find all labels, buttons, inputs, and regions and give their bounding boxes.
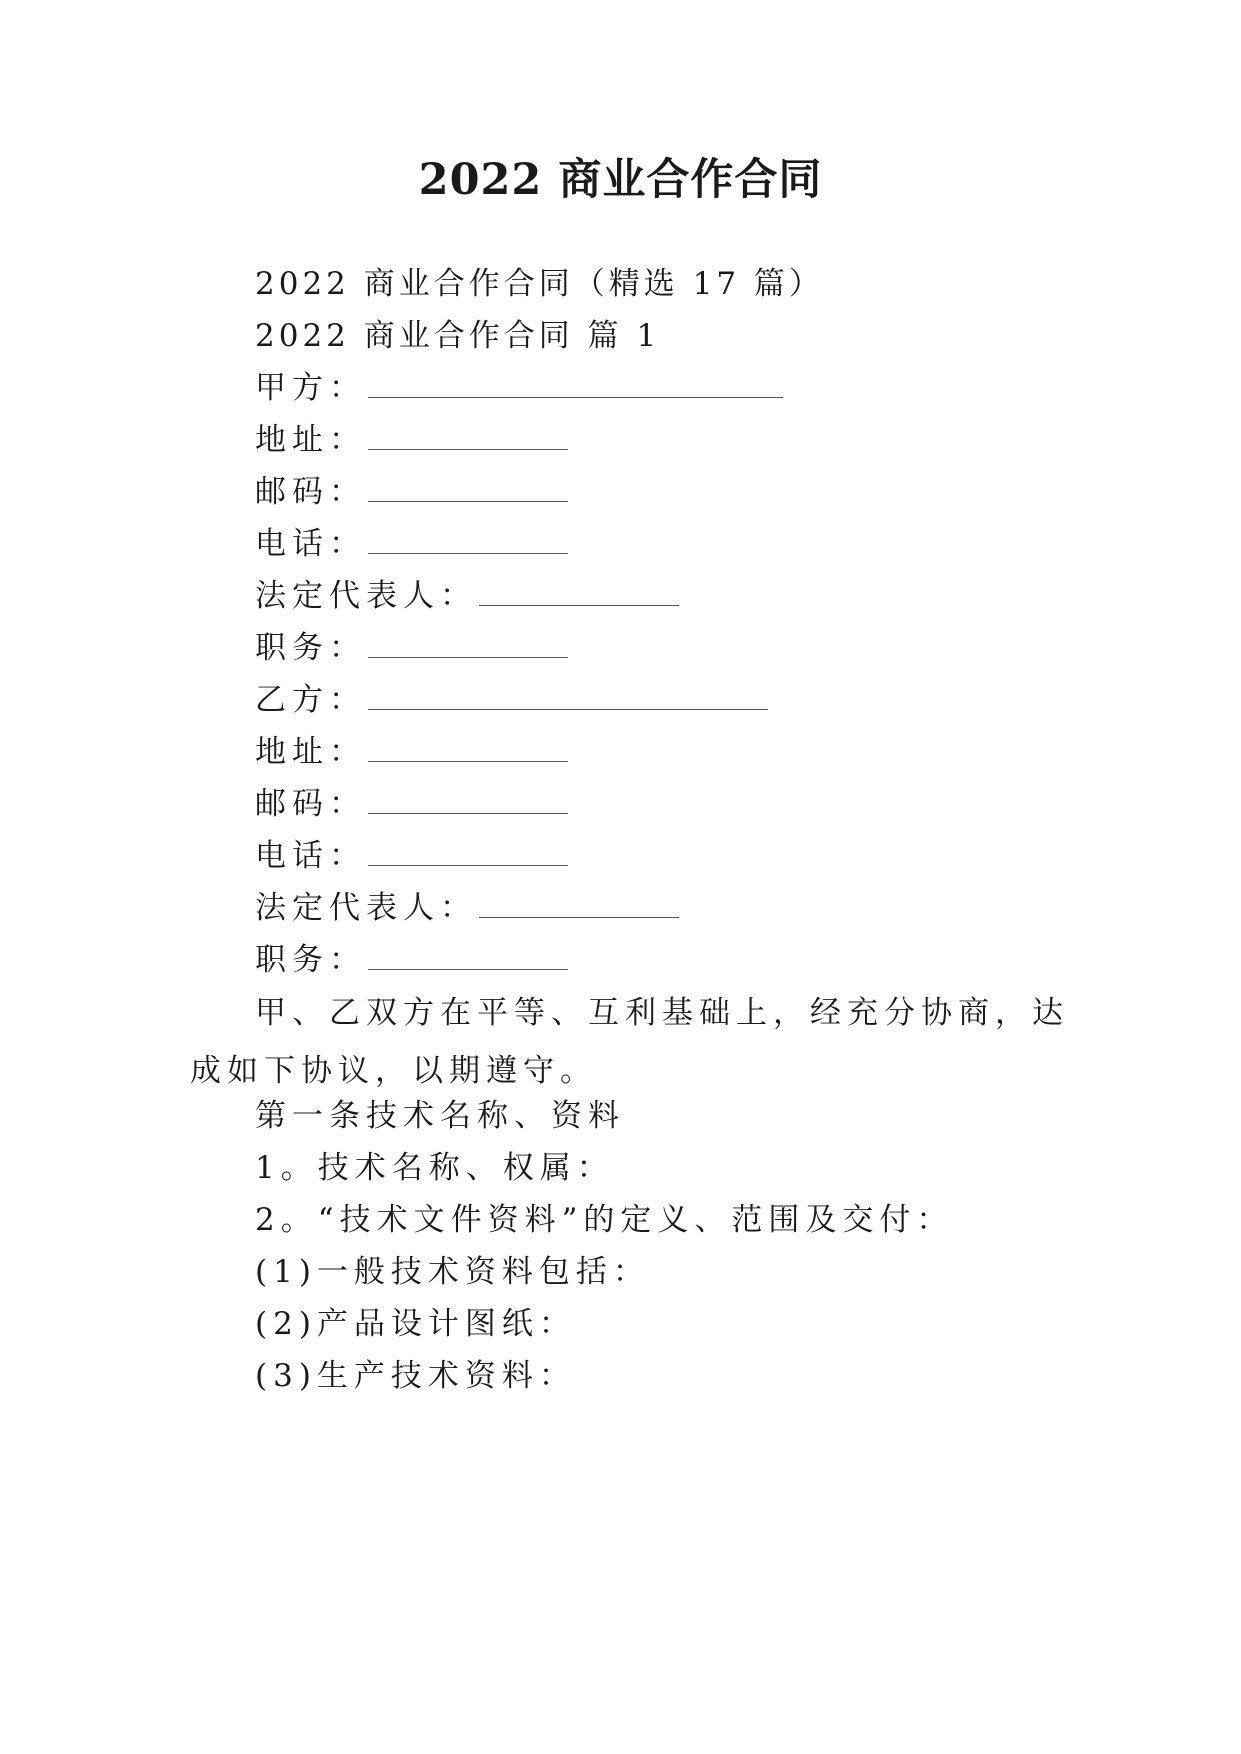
party-a-postcode-row [255,470,568,514]
party-b-phone-label: 电话： [255,838,366,874]
item-1: 1。技术名称、权属： [255,1150,614,1186]
document-title: 2022 商业合作合同 [418,155,823,205]
article-1-heading: 第一条技术名称、资料 [255,1098,625,1134]
party-b-phone-row [255,834,568,878]
item-2: 2。“技术文件资料”的定义、范围及交付： [255,1202,954,1238]
party-a-position-label: 职务： [255,630,366,666]
section-heading: 2022 商业合作合同 篇 1 [255,318,661,354]
party-a-address-row [255,418,568,462]
party-b-label: 乙方： [255,682,366,718]
party-a-position-blank[interactable] [368,627,568,658]
party-b-address-blank[interactable] [368,731,568,762]
party-a-postcode-label: 邮码： [255,474,366,510]
party-b-position-label: 职务： [255,942,366,978]
party-a-legal-rep-row [255,574,679,618]
party-b-postcode-row [255,782,568,826]
sub-item-2: (2)产品设计图纸： [255,1306,576,1342]
party-a-row [255,366,783,410]
party-a-phone-row [255,522,568,566]
party-b-blank[interactable] [368,679,768,710]
party-a-phone-blank[interactable] [368,523,568,554]
party-a-position-row [255,626,568,670]
party-a-label: 甲方： [255,370,366,406]
party-b-postcode-blank[interactable] [368,783,568,814]
party-a-address-label: 地址： [255,422,366,458]
party-b-address-row [255,730,568,774]
party-a-legal-rep-label: 法定代表人： [255,578,477,614]
party-b-address-label: 地址： [255,734,366,770]
party-b-row [255,678,768,722]
party-b-phone-blank[interactable] [368,835,568,866]
party-b-position-row [255,938,568,982]
sub-item-1: (1)一般技术资料包括： [255,1254,650,1290]
sub-item-3: (3)生产技术资料： [255,1358,576,1394]
party-a-legal-rep-blank[interactable] [479,575,679,606]
party-b-legal-rep-blank[interactable] [479,887,679,918]
intro-paragraph: 甲、乙双方在平等、互利基础上，经充分协商，达成如下协议，以期遵守。 [190,995,1069,1089]
party-b-legal-rep-row [255,886,679,930]
document-subtitle: 2022 商业合作合同（精选 17 篇） [255,266,824,302]
party-a-postcode-blank[interactable] [368,471,568,502]
party-a-address-blank[interactable] [368,419,568,450]
party-a-blank[interactable] [368,367,783,398]
party-b-position-blank[interactable] [368,939,568,970]
party-b-legal-rep-label: 法定代表人： [255,890,477,926]
party-b-postcode-label: 邮码： [255,786,366,822]
party-a-phone-label: 电话： [255,526,366,562]
